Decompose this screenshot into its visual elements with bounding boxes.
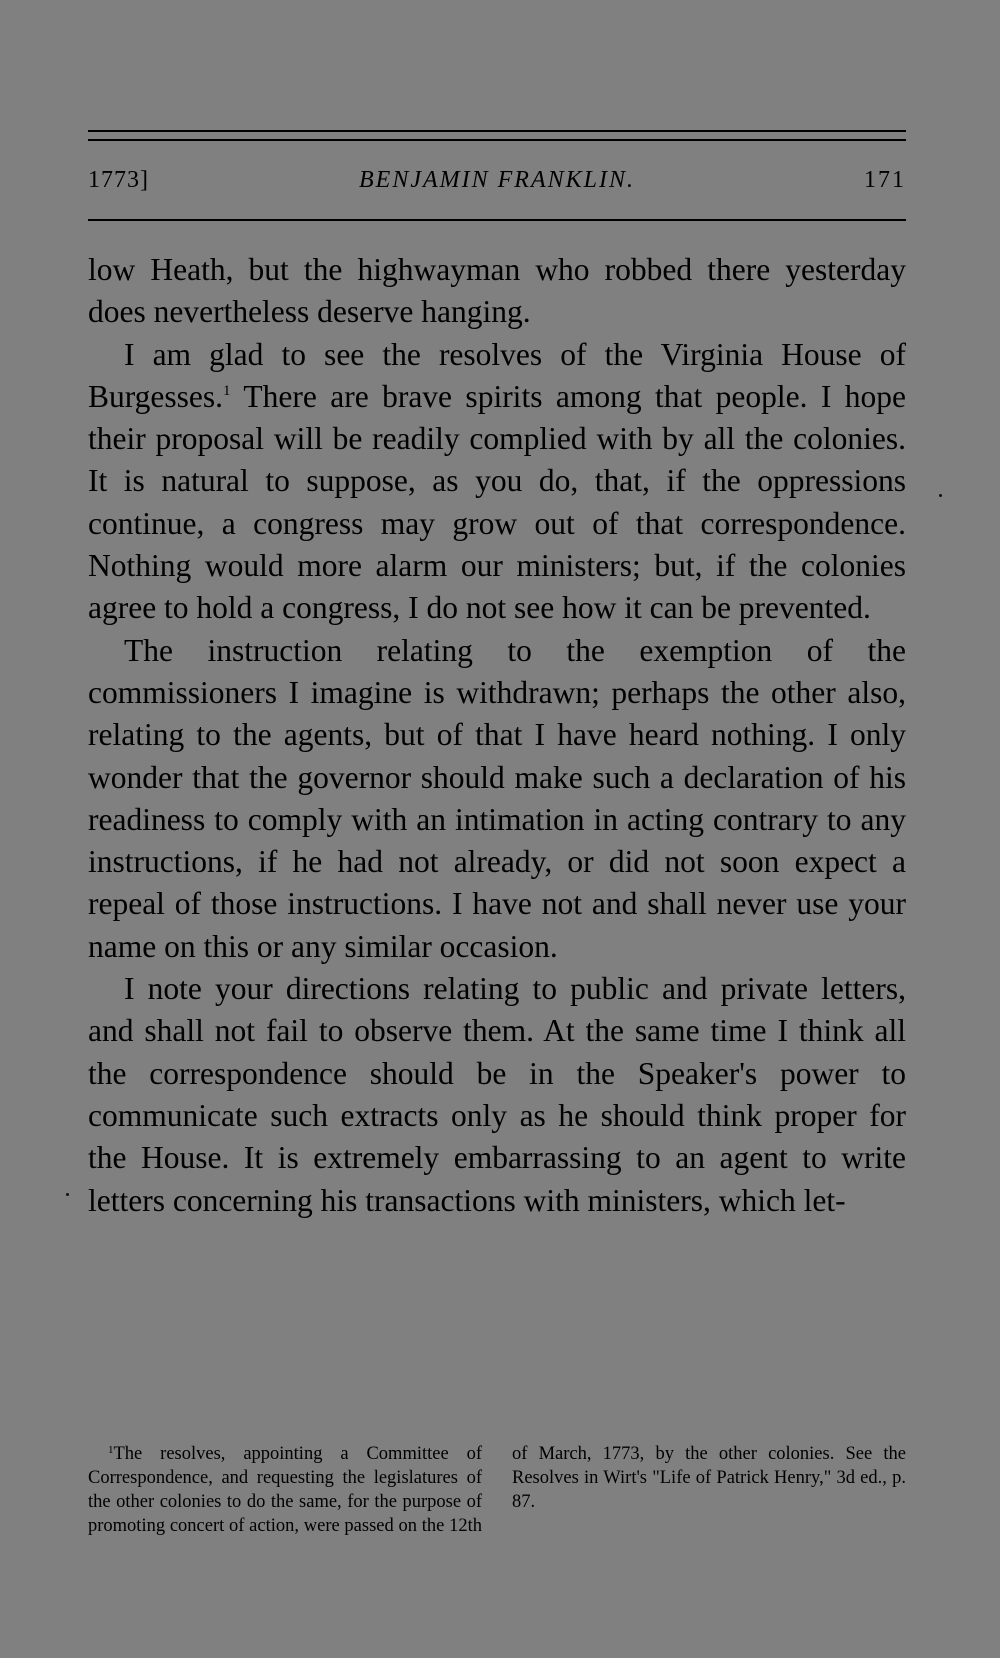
paragraph: I note your directions relating to public and private letters, and shall not fail to observe them. At the same time I think all the correspondence should be in the Speaker's power to communicate such extracts only as he should think proper for the House. It is extremely embarrassing to an agent to write letters concerning his transactions with ministers, which let- [88,971,906,1218]
top-rule-inner [88,139,906,141]
running-head-year: 1773] [88,167,149,193]
footnote-text: The resolves, appointing a Committee of Correspondence, and requesting the legislatures of the other colonies to do the same, for the purpose of promoting concert of action, were passed on the 12th of March, 1773, by the other colonies. See the Resolves in Wirt's "Life of Patrick Henry," 3d ed., p. 87. [88,1444,906,1536]
footnotes [88,1442,906,1538]
paragraph-text: I am glad to see the resolves of the Virginia House of Burgesses. [88,336,906,414]
running-head-title: BENJAMIN FRANKLIN. [359,167,635,193]
paragraph [88,334,906,630]
book-page [88,0,908,1658]
paragraph: The instruction relating to the exemption of the commissioners I imagine is withdrawn; perhaps the other also, relating to the agents, but of that I have heard nothing. I only wonder that the governor should make such a declaration of his readiness to comply with an intimation in acting contrary to any instructions, if he had not already, or did not soon expect a repeal of those instructions. I have not and shall never use your name on this or any similar occasion. [88,632,906,964]
top-rule [88,130,906,132]
body-text [88,249,906,1222]
running-head [88,167,906,201]
scan-speck [66,1193,69,1196]
paragraph-text: There are brave spirits among that people. I hope their proposal will be readily complied with by all the colonies. It is natural to suppose, as you do, that, if the oppressions continue, a congress may grow out of that correspondence. Nothing would more alarm our ministers; but, if the colonies agree to hold a congress, I do not see how it can be prevented. [88,378,906,626]
paragraph-continuation: low Heath, but the highwayman who robbed there yesterday does nevertheless deserve hanging. [88,252,906,330]
footnote [88,1442,906,1538]
footnote-marker: 1 [108,1444,114,1456]
page-number: 171 [864,167,906,193]
scan-speck [939,494,942,497]
head-rule [88,219,906,221]
footnote-reference: 1 [223,382,231,399]
